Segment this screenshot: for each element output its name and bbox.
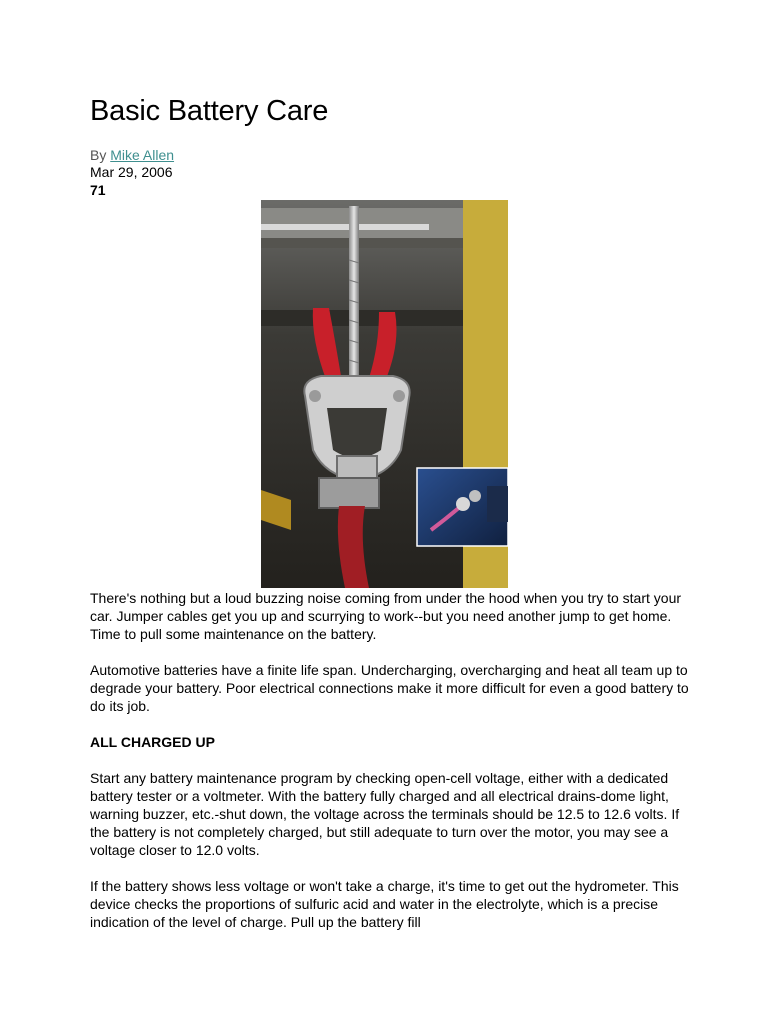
section-heading: ALL CHARGED UP bbox=[90, 734, 215, 750]
battery-terminal-puller-photo bbox=[261, 200, 508, 588]
paragraph-4: If the battery shows less voltage or won't take a charge, it's time to get out the hydrometer. This device checks the proportions of sulfuric acid and water in the electrolyte, which is a precise indication of the level of charge. Pull up the battery fill bbox=[90, 878, 679, 930]
byline-prefix: By bbox=[90, 147, 107, 163]
paragraph-2: Automotive batteries have a finite life span. Undercharging, overcharging and heat all team up to degrade your battery. Poor electrical connections make it more difficult for even a good battery to do its job. bbox=[90, 662, 689, 714]
comment-count: 71 bbox=[90, 182, 106, 198]
author-link[interactable]: Mike Allen bbox=[110, 147, 175, 163]
byline bbox=[90, 147, 690, 164]
publish-date: Mar 29, 2006 bbox=[90, 164, 173, 180]
article-body bbox=[90, 589, 690, 949]
paragraph-1: There's nothing but a loud buzzing noise coming from under the hood when you try to start your car. Jumper cables get you up and scurrying to work--but you need another jump to get home. Time to pull some maintenance on the battery. bbox=[90, 590, 682, 642]
article-title: Basic Battery Care bbox=[90, 95, 329, 127]
article-header bbox=[90, 92, 690, 199]
paragraph-3: Start any battery maintenance program by checking open-cell voltage, either with a dedicated battery tester or a voltmeter. With the battery fully charged and all electrical drains-dome light, warning buzzer, etc.-shut down, the voltage across the terminals should be 12.5 to 12.6 volts. If the battery is not completely charged, but still adequate to turn over the motor, you may see a voltage closer to 12.0 volts. bbox=[90, 770, 680, 858]
